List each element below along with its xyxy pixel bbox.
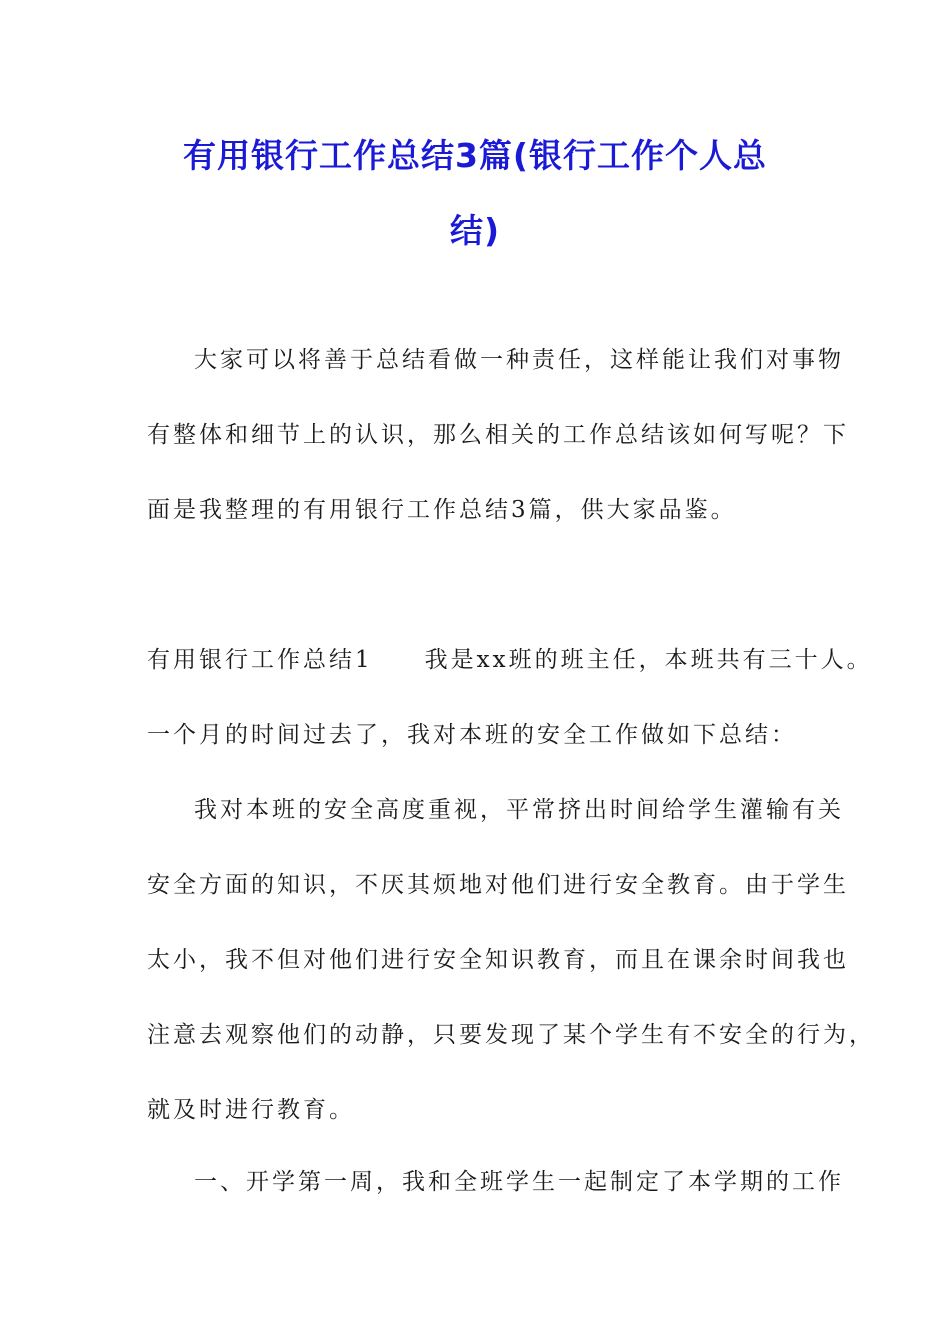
- document-title-line-1: 有用银行工作总结3篇(银行工作个人总: [182, 136, 768, 175]
- para2-line-3: 太小，我不但对他们进行安全知识教育，而且在课余时间我也: [147, 947, 849, 973]
- para2-line-2: 安全方面的知识，不厌其烦地对他们进行安全教育。由于学生: [147, 872, 849, 898]
- document-title-line-2: 结): [449, 211, 501, 250]
- intro-line-1: 大家可以将善于总结看做一种责任，这样能让我们对事物: [194, 347, 844, 373]
- para2-line-1: 我对本班的安全高度重视，平常挤出时间给学生灌输有关: [194, 797, 844, 823]
- section1-first-line: [147, 645, 873, 675]
- para2-line-5: 就及时进行教育。: [147, 1097, 355, 1123]
- section1-line-2: 一个月的时间过去了，我对本班的安全工作做如下总结：: [147, 722, 797, 748]
- section1-heading: 有用银行工作总结1: [147, 647, 373, 673]
- intro-line-2: 有整体和细节上的认识，那么相关的工作总结该如何写呢？下: [147, 422, 849, 448]
- para3-line-1: 一、开学第一周，我和全班学生一起制定了本学期的工作: [194, 1169, 844, 1195]
- section1-first-text: 我是xx班的班主任，本班共有三十人。: [424, 647, 873, 673]
- intro-line-3: 面是我整理的有用银行工作总结3篇，供大家品鉴。: [147, 497, 737, 523]
- para2-line-4: 注意去观察他们的动静，只要发现了某个学生有不安全的行为，: [147, 1022, 875, 1048]
